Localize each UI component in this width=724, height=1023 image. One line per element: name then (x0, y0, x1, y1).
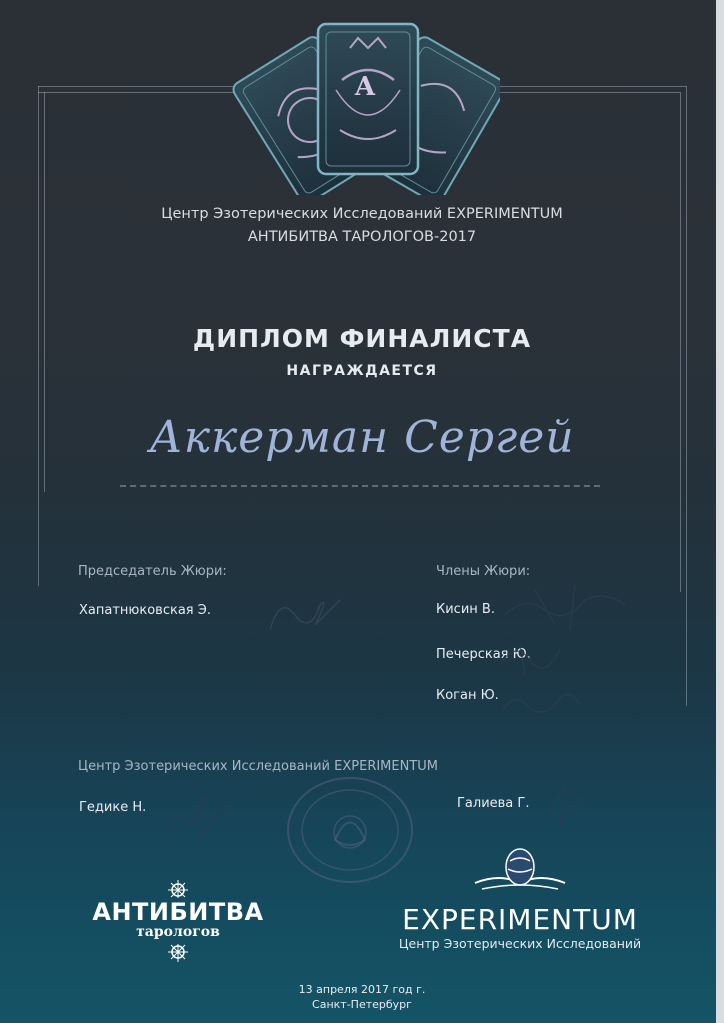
chair-signature (260, 585, 350, 645)
ornament-icon (164, 944, 192, 964)
organizer-signature (160, 785, 240, 845)
card-letter: A (354, 72, 376, 102)
antibitva-subtitle: тарологов (136, 924, 220, 940)
recipient-name: Аккерман Сергей (149, 412, 575, 463)
jury-member: Коган Ю. (436, 688, 499, 703)
jury-member: Печерская Ю. (436, 647, 531, 662)
members-label: Члены Жюри: (436, 564, 531, 579)
member-signature (495, 575, 635, 635)
paper-edge (716, 0, 724, 1023)
diploma-title: ДИПЛОМ ФИНАЛИСТА (192, 324, 532, 353)
antibitva-logo (78, 878, 278, 968)
award-city: Санкт-Петербург (312, 998, 412, 1011)
event-name: АНТИБИТВА ТАРОЛОГОВ-2017 (247, 229, 477, 245)
organizers-label: Центр Эзотерических Исследований EXPERIMENTUM (78, 759, 439, 774)
frame-line (686, 86, 687, 706)
diploma-subtitle: НАГРАЖДАЕТСЯ (286, 363, 438, 379)
experimentum-logo (380, 845, 660, 955)
member-signature (490, 635, 570, 680)
org-name: Центр Эзотерических Исследований EXPERIMENTUM (161, 206, 563, 222)
jury-member: Кисин В. (436, 602, 495, 617)
award-date: 13 апреля 2017 год г. (298, 983, 426, 996)
organizer-name: Галиева Г. (457, 796, 530, 811)
antibitva-title: АНТИБИТВА (92, 898, 264, 926)
ornament-icon (164, 878, 192, 898)
name-underline (120, 485, 600, 487)
chair-label: Председатель Жюри: (78, 564, 227, 579)
organizer-name: Гедике Н. (79, 800, 147, 815)
experimentum-title: EXPERIMENTUM (402, 903, 638, 936)
experimentum-emblem-icon (470, 845, 570, 895)
organizer-signature (535, 775, 605, 835)
member-signature (495, 680, 585, 730)
tarot-cards-emblem (230, 20, 500, 195)
chair-name: Хапатнюковская Э. (79, 603, 211, 618)
experimentum-subtitle: Центр Эзотерических Исследований (398, 936, 642, 951)
